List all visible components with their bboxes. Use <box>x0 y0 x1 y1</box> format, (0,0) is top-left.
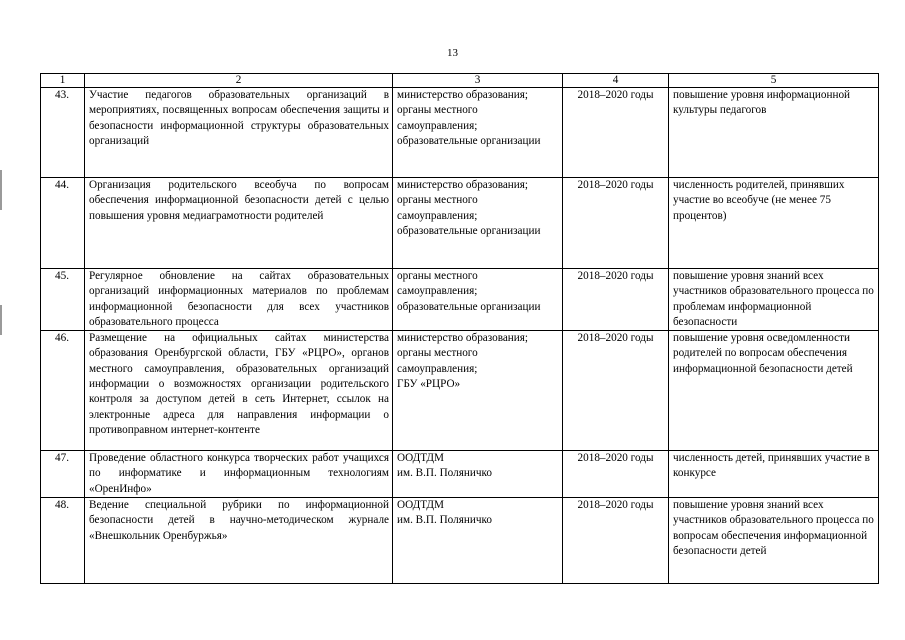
executor: образовательные организации <box>397 134 541 147</box>
executor: ГБУ «РЦРО» <box>397 378 461 391</box>
expected-result: численность родителей, принявших участие во всеобуче (не менее 75 процентов) <box>669 178 879 269</box>
executor: образовательные организации <box>397 300 541 313</box>
executor: органы местного самоуправления; <box>397 347 478 375</box>
activity-description: Ведение специальной рубрики по информационной безопасности детей в научно-методическом журнале «Внешкольник Оренбуржья» <box>85 498 393 584</box>
activity-description: Регулярное обновление на сайтах образовательных организаций информационных материалов по проблемам информационной безопасности для всех участников образовательного процесса <box>85 269 393 331</box>
expected-result: повышение уровня знаний всех участников образовательного процесса по вопросам обеспечения информационной безопасности детей <box>669 498 879 584</box>
column-number: 3 <box>393 74 563 88</box>
row-number: 46. <box>41 331 85 451</box>
page-number: 13 <box>447 47 458 59</box>
margin-mark <box>0 170 2 210</box>
executor: им. В.П. Поляничко <box>397 467 492 480</box>
executors-cell <box>393 178 563 269</box>
period: 2018–2020 годы <box>563 269 669 331</box>
plan-table <box>40 73 879 584</box>
executor: ООДТДМ <box>397 499 444 512</box>
row-number: 48. <box>41 498 85 584</box>
period: 2018–2020 годы <box>563 331 669 451</box>
expected-result: повышение уровня знаний всех участников образовательного процесса по проблемам информационной безопасности <box>669 269 879 331</box>
column-number: 4 <box>563 74 669 88</box>
row-number: 44. <box>41 178 85 269</box>
executor: министерство образования; <box>397 179 529 191</box>
activity-description: Организация родительского всеобуча по вопросам обеспечения информационной безопасности детей с целью повышения уровня медиаграмотности родителей <box>85 178 393 269</box>
executors-cell <box>393 331 563 451</box>
row-number: 45. <box>41 269 85 331</box>
period: 2018–2020 годы <box>563 451 669 498</box>
executor: органы местного самоуправления; <box>397 194 478 222</box>
table-row <box>41 178 879 269</box>
expected-result: повышение уровня информационной культуры педагогов <box>669 88 879 178</box>
executors-cell <box>393 88 563 178</box>
executors-cell <box>393 498 563 584</box>
table-row <box>41 451 879 498</box>
table-row <box>41 498 879 584</box>
margin-mark <box>0 305 2 335</box>
period: 2018–2020 годы <box>563 178 669 269</box>
activity-description: Проведение областного конкурса творческих работ учащихся по информатике и информационным технологиям «ОренИнфо» <box>85 451 393 498</box>
row-number: 43. <box>41 88 85 178</box>
executor: министерство образования; <box>397 89 529 101</box>
column-number: 5 <box>669 74 879 88</box>
executor: образовательные организации <box>397 224 541 237</box>
column-number: 2 <box>85 74 393 88</box>
executor: министерство образования; <box>397 332 529 345</box>
column-number: 1 <box>41 74 85 88</box>
period: 2018–2020 годы <box>563 498 669 584</box>
activity-description: Участие педагогов образовательных организаций в мероприятиях, посвященных вопросам обеспечения защиты и безопасности информационной структуры образовательных организаций <box>85 88 393 178</box>
activity-description: Размещение на официальных сайтах министерства образования Оренбургской области, ГБУ «РЦРО», органов местного самоуправления, образовательных организаций информации о возможностях организации родительского контроля за доступом детей в сеть Интернет, ссылок на электронные адреса для направления информации о противоправном интернет-контенте <box>85 331 393 451</box>
executors-cell <box>393 451 563 498</box>
table-row <box>41 269 879 331</box>
column-number-row <box>41 74 879 88</box>
executor: органы местного самоуправления; <box>397 270 478 298</box>
expected-result: численность детей, принявших участие в конкурсе <box>669 451 879 498</box>
table-row <box>41 331 879 451</box>
executor: им. В.П. Поляничко <box>397 514 492 527</box>
row-number: 47. <box>41 451 85 498</box>
period: 2018–2020 годы <box>563 88 669 178</box>
table-row <box>41 88 879 178</box>
executor: ООДТДМ <box>397 452 444 465</box>
executor: органы местного самоуправления; <box>397 104 478 132</box>
expected-result: повышение уровня осведомленности родителей по вопросам обеспечения информационной безопасности детей <box>669 331 879 451</box>
executors-cell <box>393 269 563 331</box>
